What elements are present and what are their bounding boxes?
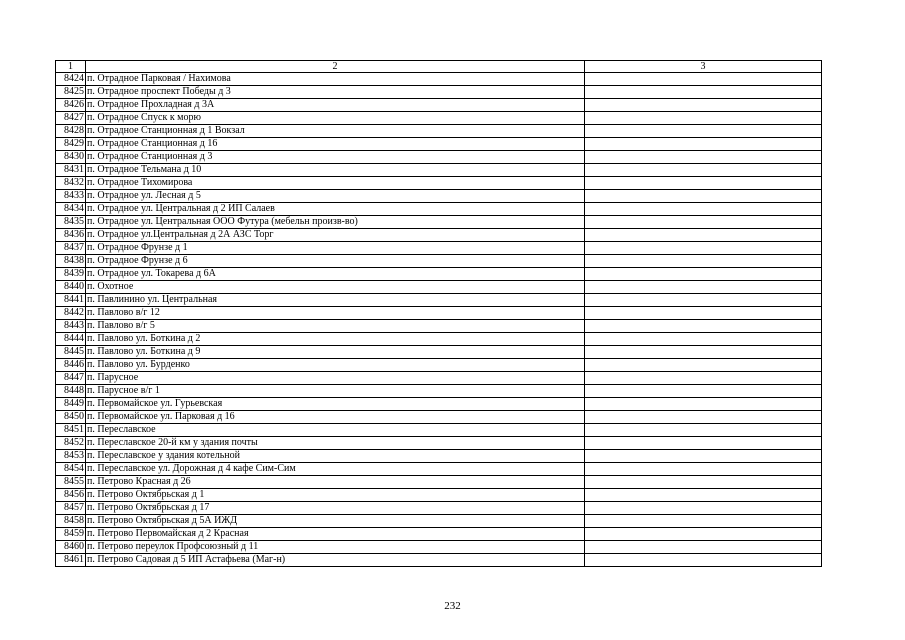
column-3-cell — [585, 73, 822, 86]
table-row — [56, 554, 822, 567]
address-cell: п. Отрадное Тельмана д 10 — [86, 164, 585, 177]
row-number-cell: 8433 — [56, 190, 86, 203]
row-number-cell: 8460 — [56, 541, 86, 554]
address-cell: п. Переславское ул. Дорожная д 4 кафе Сим-Сим — [86, 463, 585, 476]
address-cell: п. Парусное в/г 1 — [86, 385, 585, 398]
address-cell: п. Парусное — [86, 372, 585, 385]
table-row — [56, 190, 822, 203]
row-number-cell: 8443 — [56, 320, 86, 333]
address-cell: п. Отрадное проспект Победы д 3 — [86, 86, 585, 99]
address-cell: п. Петрово Октябрьская д 1 — [86, 489, 585, 502]
address-cell: п. Отрадное Фрунзе д 1 — [86, 242, 585, 255]
column-3-cell — [585, 216, 822, 229]
row-number-cell: 8441 — [56, 294, 86, 307]
column-3-cell — [585, 320, 822, 333]
table-row — [56, 86, 822, 99]
row-number-cell: 8424 — [56, 73, 86, 86]
row-number-cell: 8438 — [56, 255, 86, 268]
address-cell: п. Отрадное Станционная д 16 — [86, 138, 585, 151]
table-row — [56, 424, 822, 437]
address-cell: п. Отрадное Станционная д 3 — [86, 151, 585, 164]
table-row — [56, 138, 822, 151]
table-row — [56, 112, 822, 125]
address-cell: п. Отрадное Тихомирова — [86, 177, 585, 190]
column-3-cell — [585, 515, 822, 528]
address-cell: п. Охотное — [86, 281, 585, 294]
address-cell: п. Петрово Октябрьская д 17 — [86, 502, 585, 515]
address-cell: п. Первомайское ул. Гурьевская — [86, 398, 585, 411]
table-row — [56, 255, 822, 268]
column-3-cell — [585, 372, 822, 385]
row-number-cell: 8450 — [56, 411, 86, 424]
row-number-cell: 8425 — [56, 86, 86, 99]
table-row — [56, 216, 822, 229]
table-row — [56, 476, 822, 489]
row-number-cell: 8440 — [56, 281, 86, 294]
address-cell: п. Отрадное ул. Токарева д 6А — [86, 268, 585, 281]
table-row — [56, 177, 822, 190]
column-3-cell — [585, 385, 822, 398]
table-row — [56, 385, 822, 398]
address-cell: п. Отрадное ул. Центральная д 2 ИП Салаев — [86, 203, 585, 216]
address-cell: п. Первомайское ул. Парковая д 16 — [86, 411, 585, 424]
table-row — [56, 242, 822, 255]
column-3-cell — [585, 307, 822, 320]
row-number-cell: 8446 — [56, 359, 86, 372]
row-number-cell: 8429 — [56, 138, 86, 151]
address-cell: п. Отрадное Парковая / Нахимова — [86, 73, 585, 86]
column-3-cell — [585, 359, 822, 372]
row-number-cell: 8430 — [56, 151, 86, 164]
address-cell: п. Отрадное Прохладная д 3А — [86, 99, 585, 112]
table-body — [56, 73, 822, 567]
table-row — [56, 411, 822, 424]
row-number-cell: 8431 — [56, 164, 86, 177]
table-row — [56, 99, 822, 112]
table-row — [56, 463, 822, 476]
address-cell: п. Павлово в/г 12 — [86, 307, 585, 320]
column-3-cell — [585, 450, 822, 463]
row-number-cell: 8434 — [56, 203, 86, 216]
column-3-cell — [585, 151, 822, 164]
row-number-cell: 8459 — [56, 528, 86, 541]
column-3-cell — [585, 294, 822, 307]
table-row — [56, 489, 822, 502]
row-number-cell: 8456 — [56, 489, 86, 502]
row-number-cell: 8444 — [56, 333, 86, 346]
column-3-cell — [585, 190, 822, 203]
column-3-cell — [585, 476, 822, 489]
address-cell: п. Павлово ул. Боткина д 9 — [86, 346, 585, 359]
column-3-cell — [585, 424, 822, 437]
table-row — [56, 541, 822, 554]
column-3-cell — [585, 268, 822, 281]
column-3-cell — [585, 112, 822, 125]
table-header-row — [56, 61, 822, 73]
table-row — [56, 450, 822, 463]
table-row — [56, 307, 822, 320]
table-row — [56, 346, 822, 359]
column-3-cell — [585, 125, 822, 138]
row-number-cell: 8427 — [56, 112, 86, 125]
table-row — [56, 151, 822, 164]
row-number-cell: 8458 — [56, 515, 86, 528]
address-cell: п. Отрадное ул.Центральная д 2А АЗС Торг — [86, 229, 585, 242]
address-cell: п. Отрадное ул. Лесная д 5 — [86, 190, 585, 203]
column-3-cell — [585, 411, 822, 424]
table-row — [56, 294, 822, 307]
row-number-cell: 8435 — [56, 216, 86, 229]
address-cell: п. Отрадное Станционная д 1 Вокзал — [86, 125, 585, 138]
address-cell: п. Павлово в/г 5 — [86, 320, 585, 333]
table-row — [56, 281, 822, 294]
row-number-cell: 8451 — [56, 424, 86, 437]
row-number-cell: 8453 — [56, 450, 86, 463]
column-3-cell — [585, 554, 822, 567]
row-number-cell: 8426 — [56, 99, 86, 112]
page-number: 232 — [444, 600, 461, 612]
address-cell: п. Петрово переулок Профсоюзный д 11 — [86, 541, 585, 554]
table-row — [56, 502, 822, 515]
column-header-3: 3 — [585, 61, 822, 73]
address-cell: п. Переславское у здания котельной — [86, 450, 585, 463]
column-3-cell — [585, 177, 822, 190]
table-row — [56, 398, 822, 411]
row-number-cell: 8436 — [56, 229, 86, 242]
address-cell: п. Павлово ул. Боткина д 2 — [86, 333, 585, 346]
column-3-cell — [585, 346, 822, 359]
address-cell: п. Отрадное Фрунзе д 6 — [86, 255, 585, 268]
address-cell: п. Петрово Первомайская д 2 Красная — [86, 528, 585, 541]
column-3-cell — [585, 489, 822, 502]
table-row — [56, 125, 822, 138]
address-cell: п. Отрадное Спуск к морю — [86, 112, 585, 125]
column-3-cell — [585, 333, 822, 346]
row-number-cell: 8428 — [56, 125, 86, 138]
row-number-cell: 8457 — [56, 502, 86, 515]
column-3-cell — [585, 281, 822, 294]
column-3-cell — [585, 541, 822, 554]
column-3-cell — [585, 528, 822, 541]
column-3-cell — [585, 138, 822, 151]
table-row — [56, 164, 822, 177]
table-row — [56, 333, 822, 346]
column-3-cell — [585, 398, 822, 411]
row-number-cell: 8461 — [56, 554, 86, 567]
row-number-cell: 8449 — [56, 398, 86, 411]
table-row — [56, 528, 822, 541]
column-3-cell — [585, 437, 822, 450]
column-header-1: 1 — [56, 61, 86, 73]
address-cell: п. Переславское 20-й км у здания почты — [86, 437, 585, 450]
column-3-cell — [585, 463, 822, 476]
row-number-cell: 8445 — [56, 346, 86, 359]
column-3-cell — [585, 255, 822, 268]
column-3-cell — [585, 203, 822, 216]
row-number-cell: 8437 — [56, 242, 86, 255]
row-number-cell: 8432 — [56, 177, 86, 190]
table-row — [56, 268, 822, 281]
address-table — [55, 60, 822, 567]
table-row — [56, 515, 822, 528]
row-number-cell: 8455 — [56, 476, 86, 489]
column-3-cell — [585, 164, 822, 177]
address-cell: п. Отрадное ул. Центральная ООО Футура (мебельн произв-во) — [86, 216, 585, 229]
column-3-cell — [585, 86, 822, 99]
row-number-cell: 8439 — [56, 268, 86, 281]
row-number-cell: 8454 — [56, 463, 86, 476]
column-header-2: 2 — [86, 61, 585, 73]
row-number-cell: 8452 — [56, 437, 86, 450]
column-3-cell — [585, 242, 822, 255]
row-number-cell: 8448 — [56, 385, 86, 398]
address-cell: п. Павлинино ул. Центральная — [86, 294, 585, 307]
table-row — [56, 359, 822, 372]
address-cell: п. Переславское — [86, 424, 585, 437]
table-row — [56, 437, 822, 450]
column-3-cell — [585, 99, 822, 112]
table-row — [56, 73, 822, 86]
table-row — [56, 203, 822, 216]
address-cell: п. Петрово Садовая д 5 ИП Астафьева (Маг-н) — [86, 554, 585, 567]
column-3-cell — [585, 502, 822, 515]
column-3-cell — [585, 229, 822, 242]
table-row — [56, 320, 822, 333]
table-row — [56, 372, 822, 385]
address-cell: п. Петрово Красная д 26 — [86, 476, 585, 489]
address-cell: п. Павлово ул. Бурденко — [86, 359, 585, 372]
table-row — [56, 229, 822, 242]
row-number-cell: 8442 — [56, 307, 86, 320]
row-number-cell: 8447 — [56, 372, 86, 385]
address-cell: п. Петрово Октябрьская д 5А ИЖД — [86, 515, 585, 528]
